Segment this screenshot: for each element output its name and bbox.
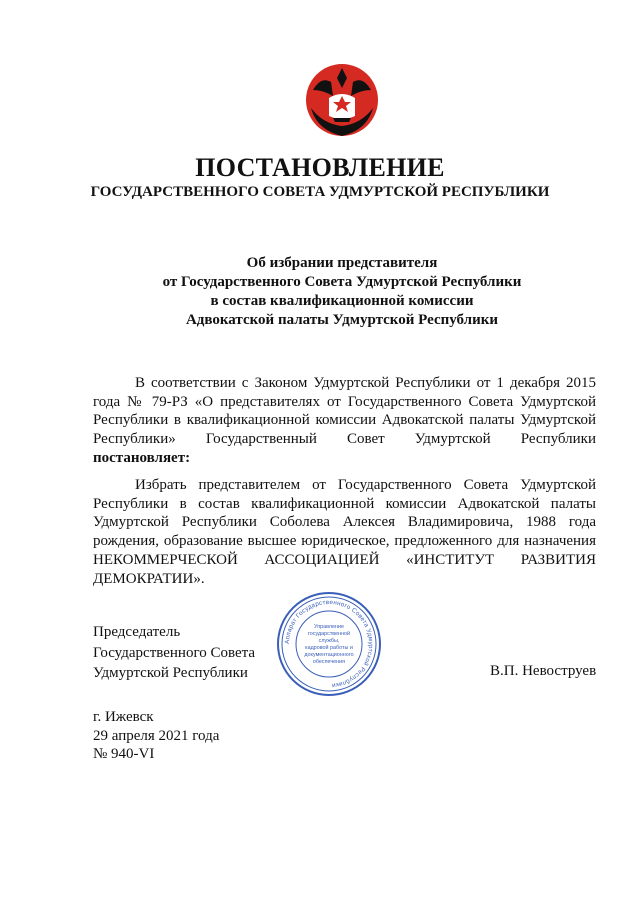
document-title: ПОСТАНОВЛЕНИЕ xyxy=(195,153,445,182)
body-line: Удмуртской Республики Соболева Алексея Владимировича, 1988 года xyxy=(93,514,596,531)
official-seal xyxy=(275,590,383,698)
subject-line: в состав квалификационной комиссии xyxy=(210,293,474,309)
body-line: года № 79-РЗ «О представителях от Государственного Совета Удмуртской xyxy=(93,393,596,410)
body-paragraph-1 xyxy=(93,374,596,468)
body-line: НЕКОММЕРЧЕСКОЙ АССОЦИАЦИЕЙ «ИНСТИТУТ РАЗВИТИЯ xyxy=(93,551,596,568)
body-paragraph-2 xyxy=(93,476,596,588)
body-line: Республики» Государственный Совет Удмуртской Республики xyxy=(93,431,596,448)
position-line: Председатель xyxy=(93,624,181,640)
position-line: Удмуртской Республики xyxy=(93,665,248,681)
body-line: рождения, образование высшее юридическое, предложенного для назначения xyxy=(93,533,596,550)
document-date: 29 апреля 2021 года xyxy=(93,727,220,744)
body-line: Республики в состав квалификационной комиссии Адвокатской палаты xyxy=(93,495,596,512)
position-line: Государственного Совета xyxy=(93,644,256,661)
body-line: В соответствии с Законом Удмуртской Республики от 1 декабря 2015 xyxy=(135,375,596,391)
signatory-position xyxy=(93,622,255,684)
resolution-word: постановляет: xyxy=(93,449,191,466)
signatory-name: В.П. Невоструев xyxy=(490,663,597,679)
udmurt-coat-of-arms-icon xyxy=(303,60,381,140)
document-subtitle: ГОСУДАРСТВЕННОГО СОВЕТА УДМУРТСКОЙ РЕСПУБЛИКИ xyxy=(90,184,550,200)
seal-text-line: Управление xyxy=(314,624,344,630)
body-line: ДЕМОКРАТИИ». xyxy=(93,570,205,587)
document-subject xyxy=(0,254,640,330)
body-line: Республики в квалификационной комиссии Адвокатской палаты Удмуртской xyxy=(93,412,596,429)
document-footer xyxy=(93,708,219,764)
document-number: № 940-VI xyxy=(93,746,155,762)
seal-ring-text: Аппарат Государственного Совета Удмуртской Республики xyxy=(283,598,375,689)
seal-text-line: службы, xyxy=(318,638,340,644)
seal-text-line: государственной xyxy=(307,631,351,637)
subject-line: Адвокатской палаты Удмуртской Республики xyxy=(185,312,499,328)
subject-line: Об избрании представителя xyxy=(246,255,438,271)
seal-text-line: кадровой работы и xyxy=(305,645,353,651)
subject-line: от Государственного Совета Удмуртской Республики xyxy=(162,274,522,290)
seal-text-line: документационного xyxy=(304,652,354,658)
city: г. Ижевск xyxy=(93,709,154,725)
body-line: Избрать представителем от Государственного Совета Удмуртской xyxy=(135,477,596,493)
seal-text-line: обеспечения xyxy=(312,659,346,665)
